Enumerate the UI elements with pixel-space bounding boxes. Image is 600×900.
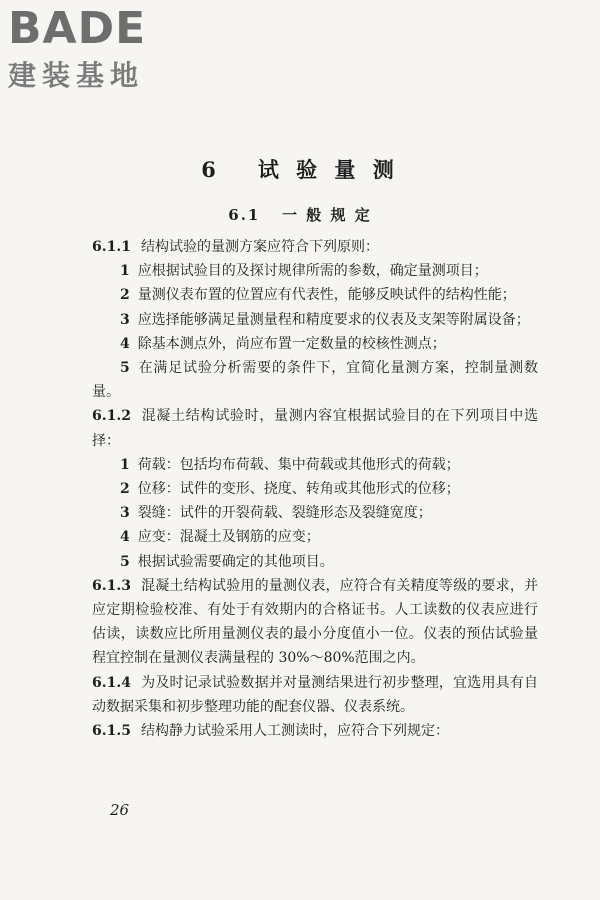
list-item (92, 550, 538, 574)
list-item (92, 259, 538, 283)
list-item (92, 308, 538, 332)
item-number: 4 (120, 529, 130, 546)
item-text: 根据试验需要确定的其他项目。 (137, 553, 334, 570)
clause-6-1-4 (92, 671, 538, 719)
item-text: 应根据试验目的及探讨规律所需的参数，确定量测项目； (137, 263, 488, 280)
item-text: 除基本测点外，尚应布置一定数量的校核性测点； (137, 335, 446, 352)
clause-text: 为及时记录试验数据并对量测结果进行初步整理，宜选用具有自动数据采集和初步整理功能的配套仪器、仪表系统。 (92, 674, 538, 715)
clause-6-1-1 (92, 235, 538, 259)
item-text: 荷载：包括均布荷载、集中荷载或其他形式的荷载； (137, 456, 460, 473)
item-text: 应选择能够满足量测量程和精度要求的仪表及支架等附属设备； (137, 311, 530, 328)
item-number: 1 (120, 456, 130, 473)
item-number: 2 (120, 287, 130, 304)
item-number: 3 (120, 311, 130, 328)
clause-text: 结构静力试验采用人工测读时，应符合下列规定： (140, 723, 449, 740)
chapter-heading (0, 154, 600, 184)
list-item (92, 477, 538, 501)
page-number: 26 (110, 801, 130, 819)
clause-number: 6.1.2 (92, 408, 131, 425)
clause-number: 6.1.1 (92, 239, 131, 255)
item-number: 4 (120, 335, 130, 352)
list-item (92, 332, 538, 356)
list-item (92, 283, 538, 307)
item-text: 量测仪表布置的位置应有代表性，能够反映试件的结构性能； (137, 287, 516, 304)
clause-6-1-5 (92, 719, 538, 743)
clause-text: 混凝土结构试验时，量测内容宜根据试验目的在下列项目中选择： (92, 408, 538, 449)
logo-wordmark: BADE (8, 3, 147, 54)
section-number: 6.1 (228, 206, 261, 224)
section-title: 一 般 规 定 (282, 206, 372, 224)
clause-number: 6.1.4 (92, 674, 131, 691)
item-number: 3 (120, 505, 130, 522)
item-number: 5 (120, 360, 130, 377)
clause-number: 6.1.3 (92, 577, 131, 594)
clause-6-1-3 (92, 574, 538, 671)
document-body (92, 235, 538, 743)
item-text: 应变：混凝土及钢筋的应变； (137, 529, 320, 546)
section-heading (0, 204, 600, 225)
item-number: 2 (120, 481, 130, 498)
clause-text: 混凝土结构试验用的量测仪表，应符合有关精度等级的要求，并应定期检验校准、有处于有效期内的合格证书。人工读数的仪表应进行估读，读数应比所用量测仪表的最小分度值小一位。仪表的预估试验量程宜控制在量测仪表满量程的 30%～80%范围之内。 (92, 577, 538, 667)
chapter-title: 试 验 量 测 (257, 157, 399, 182)
list-item (92, 501, 538, 525)
item-text: 位移：试件的变形、挠度、转角或其他形式的位移； (137, 481, 460, 498)
item-text: 在满足试验分析需要的条件下，宜简化量测方案，控制量测数量。 (92, 360, 538, 401)
item-text: 裂缝：试件的开裂荷载、裂缝形态及裂缝宽度； (137, 505, 432, 522)
list-item (92, 453, 538, 477)
item-number: 1 (120, 263, 130, 280)
list-item (92, 525, 538, 549)
clause-6-1-2 (92, 404, 538, 452)
clause-text: 结构试验的量测方案应符合下列原则： (140, 239, 379, 255)
logo-subtitle: 建装基地 (8, 59, 145, 92)
publisher-logo (8, 3, 147, 94)
chapter-number: 6 (201, 157, 221, 182)
clause-number: 6.1.5 (92, 723, 131, 740)
list-item (92, 356, 538, 404)
item-number: 5 (120, 553, 130, 570)
